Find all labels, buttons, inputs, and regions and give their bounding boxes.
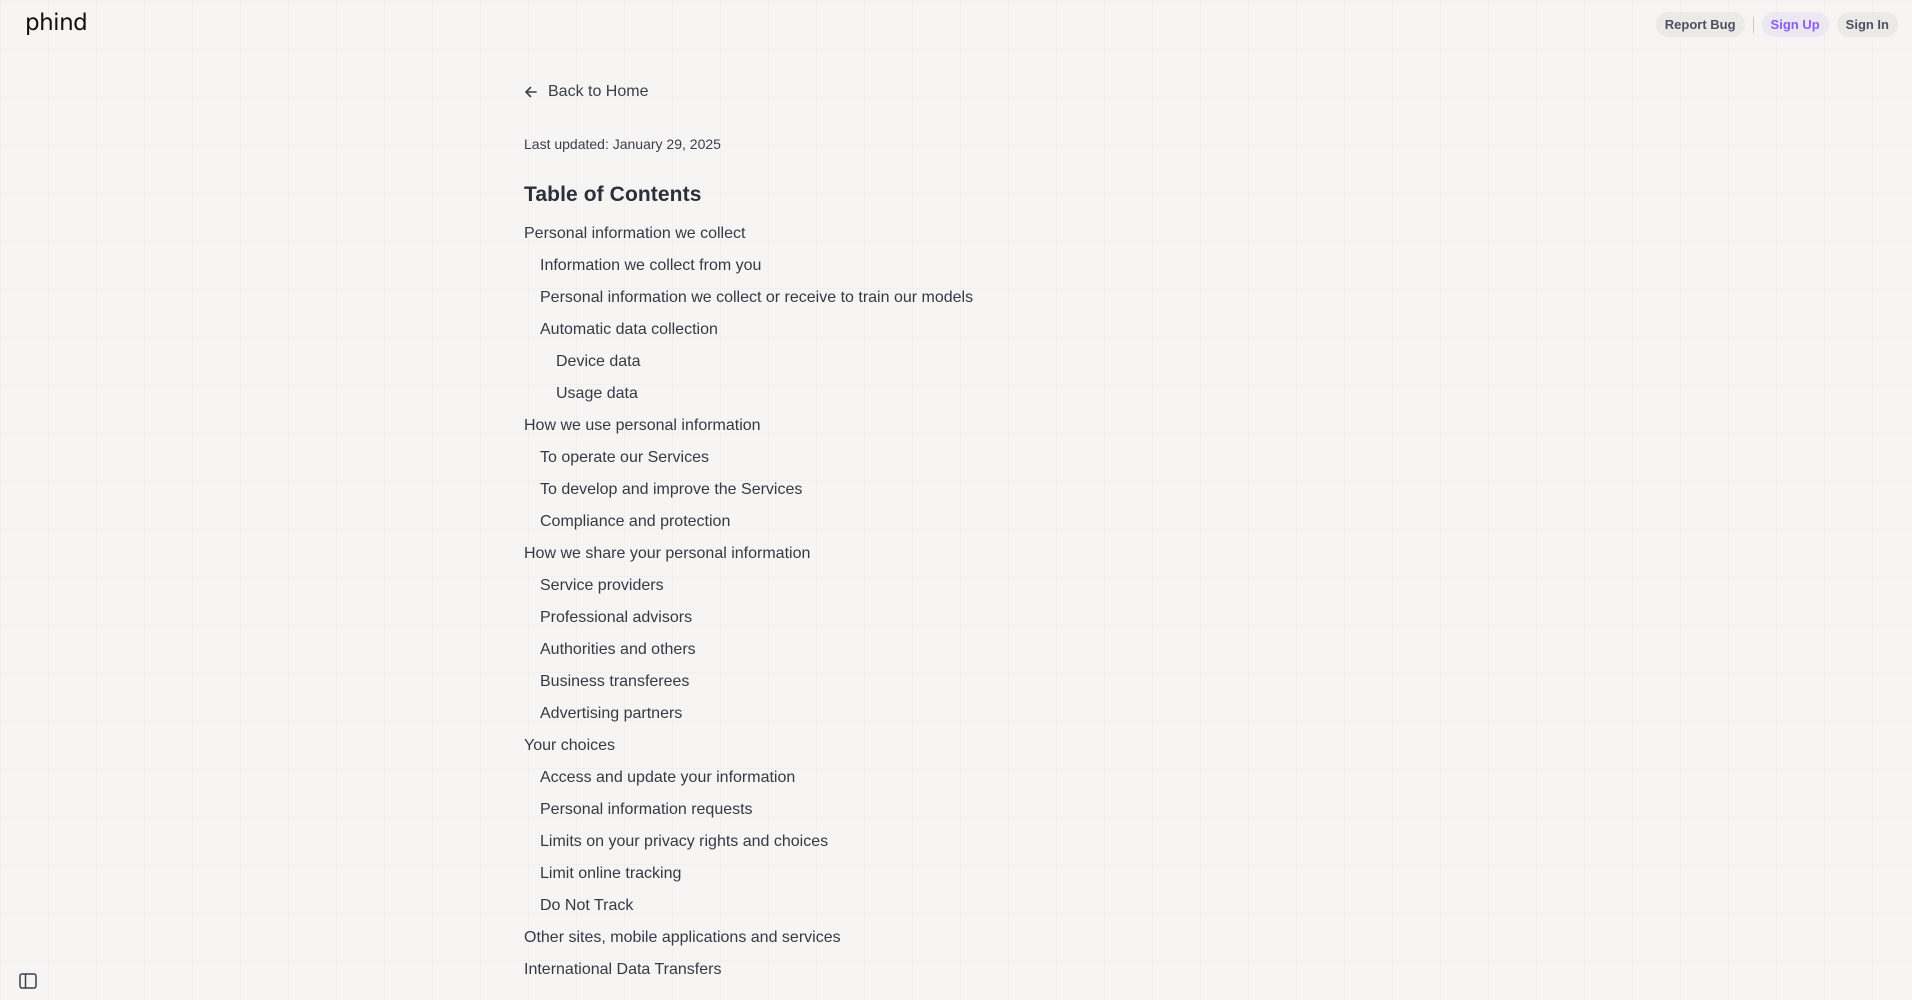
back-to-home-link[interactable] bbox=[524, 80, 1124, 104]
toc-title: Table of Contents bbox=[524, 183, 702, 206]
toc-item[interactable]: International Data Transfers bbox=[524, 961, 722, 978]
toc-item[interactable]: Usage data bbox=[556, 385, 638, 402]
toc-item[interactable]: Limits on your privacy rights and choices bbox=[540, 833, 829, 850]
toc-item[interactable]: Your choices bbox=[524, 737, 616, 754]
back-to-home-label: Back to Home bbox=[548, 83, 649, 100]
toc-item[interactable]: Authorities and others bbox=[540, 641, 696, 658]
toc-item[interactable]: Advertising partners bbox=[540, 705, 683, 722]
toc-item[interactable]: Information we collect from you bbox=[540, 257, 762, 274]
sign-up-button[interactable]: Sign Up bbox=[1762, 12, 1829, 37]
toc-item[interactable]: Service providers bbox=[540, 577, 664, 594]
toc-item[interactable]: Device data bbox=[556, 353, 641, 370]
toc-item[interactable]: How we use personal information bbox=[524, 417, 761, 434]
toc-item[interactable]: Business transferees bbox=[540, 673, 690, 690]
main-content bbox=[524, 80, 1124, 986]
arrow-left-icon bbox=[524, 85, 538, 99]
sign-in-button[interactable]: Sign In bbox=[1837, 12, 1898, 37]
toc-item[interactable]: Personal information we collect or receive to train our models bbox=[540, 289, 974, 306]
top-actions bbox=[1656, 12, 1898, 37]
toc-item[interactable]: Personal information requests bbox=[540, 801, 753, 818]
toc-item[interactable]: Personal information we collect bbox=[524, 225, 746, 242]
toc-item[interactable]: Compliance and protection bbox=[540, 513, 731, 530]
toc-item[interactable]: Do Not Track bbox=[540, 897, 634, 914]
report-bug-button[interactable]: Report Bug bbox=[1656, 12, 1745, 37]
toc-item[interactable]: Automatic data collection bbox=[540, 321, 718, 338]
toc-item[interactable]: Other sites, mobile applications and services bbox=[524, 929, 841, 946]
sidebar-panel-icon[interactable] bbox=[19, 973, 37, 989]
toc-item[interactable]: How we share your personal information bbox=[524, 545, 811, 562]
header-divider bbox=[1753, 17, 1754, 33]
toc-item[interactable]: Professional advisors bbox=[540, 609, 693, 626]
toc-item[interactable]: Limit online tracking bbox=[540, 865, 682, 882]
toc-item[interactable]: To develop and improve the Services bbox=[540, 481, 803, 498]
last-updated: Last updated: January 29, 2025 bbox=[524, 136, 721, 152]
toc-item[interactable]: Access and update your information bbox=[540, 769, 796, 786]
toc-item[interactable]: To operate our Services bbox=[540, 449, 709, 466]
logo[interactable]: phind bbox=[25, 10, 88, 36]
table-of-contents bbox=[524, 218, 1124, 986]
